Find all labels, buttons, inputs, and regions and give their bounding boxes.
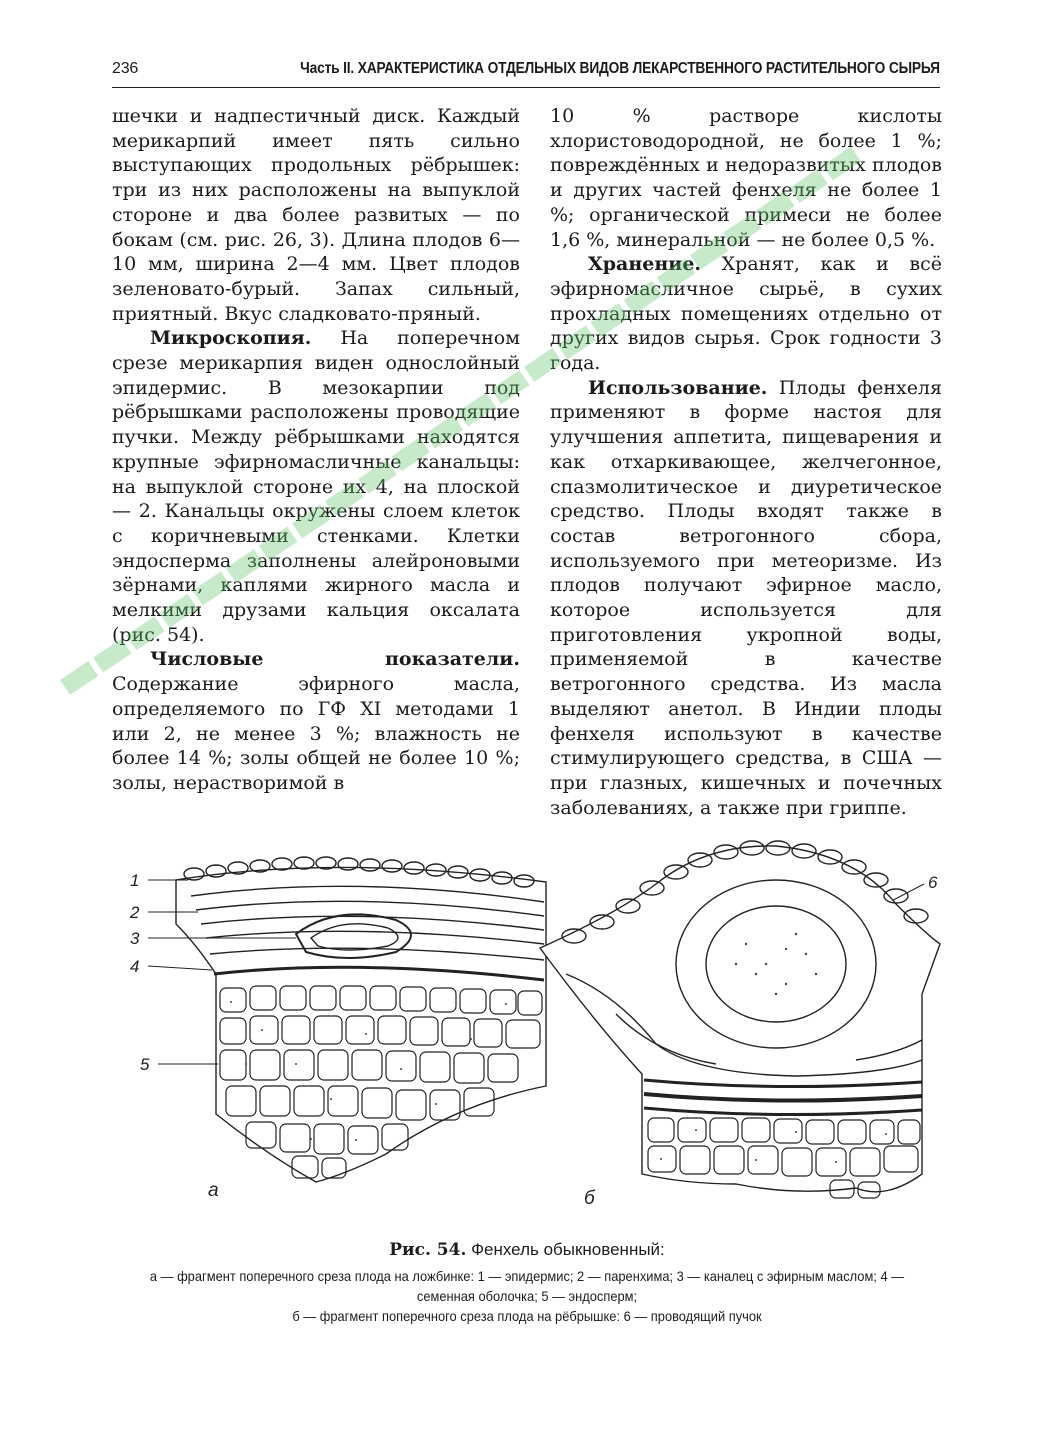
paragraph-microscopy: [112, 326, 520, 647]
header-rule: [112, 87, 940, 88]
fennel-cross-section-illustration: [96, 824, 976, 1232]
label-4: 4: [130, 957, 140, 976]
paragraph-usage: [550, 376, 942, 821]
running-title: Часть II. ХАРАКТЕРИСТИКА ОТДЕЛЬНЫХ ВИДОВ ЛЕКАРСТВЕННОГО РАСТИТЕЛЬНОГО СЫРЬЯ: [300, 60, 940, 77]
left-column: [112, 104, 520, 796]
label-1: 1: [130, 871, 140, 890]
paragraph-storage: [550, 252, 942, 376]
heading-storage: Хранение.: [588, 253, 702, 276]
panel-a-drawing: [176, 857, 546, 1182]
panel-b-drawing: [540, 841, 940, 1198]
panel-b-label: б: [584, 1188, 595, 1209]
paragraph-continued: 10 % растворе кислоты хлористоводородной, не более 1 %; повреждённых и недоразвитых плодов и других частей фенхеля не более 1 %; органической примеси не более 1,6 %, минеральной — не более 0,5 %.: [550, 105, 942, 251]
page-number: 236: [112, 60, 139, 77]
heading-microscopy: Микроскопия.: [150, 327, 312, 350]
panel-a-label: а: [208, 1180, 219, 1201]
text-microscopy: На поперечном срезе мерикарпия виден однослойный эпидермис. В мезокарпии под рёбрышками расположены проводящие пучки. Между рёбрышками находятся крупные эфирномасличные канальцы: на выпуклой стороне их 4, на плоской — 2. Канальцы окружены слоем клеток с коричневыми стенками. Клетки эндосперма заполнены алейроновыми зёрнами, каплями жирного масла и мелкими друзами кальция оксалата (рис. 54).: [112, 327, 520, 646]
heading-numeric: Числовые показатели.: [150, 648, 520, 671]
figure-54: [96, 824, 976, 1232]
right-column: [550, 104, 942, 820]
heading-usage: Использование.: [588, 376, 768, 399]
label-5: 5: [140, 1055, 150, 1074]
paragraph-description: шечки и надпестичный диск. Каждый мерикарпий имеет пять сильно выступающих продольных рёбрышек: три из них расположены на выпуклой стороне и два более развитых — по бокам (см. рис. 26, 3). Длина плодов 6—10 мм, ширина 2—4 мм. Цвет плодов зеленовато-бурый. Запах сильный, приятный. Вкус сладковато-пряный.: [112, 105, 520, 325]
text-usage: Плоды фенхеля применяют в форме настоя для улучшения аппетита, пищеварения и как отхаркивающее, желчегонное, спазмолитическое и диуретическое средство. Плоды входят также в состав ветрогонного сбора, используемого при метеоризме. Из плодов получают эфирное масло, которое используется для приготовления укропной воды, применяемой в качестве ветрогонного средства. Из масла выделяют анетол. В Индии плоды фенхеля используют в качестве стимулирующего средства, в США — при глазных, кишечных и почечных заболеваниях, а также при гриппе.: [550, 376, 942, 819]
figure-caption: [104, 1240, 950, 1326]
caption-title: [104, 1240, 950, 1260]
caption-line-b: б — фрагмент поперечного среза плода на рёбрышке: 6 — проводящий пучок: [292, 1308, 762, 1324]
caption-line-a: а — фрагмент поперечного среза плода на ложбинке: 1 — эпидермис; 2 — паренхима; 3 — каналец с эфирным маслом; 4 — семенная оболочка; 5 — эндосперм;: [149, 1268, 905, 1304]
text-storage: Хранят, как и всё эфирномасличное сырьё, в сухих прохладных помещениях отдельно от других видов сырья. Срок годности 3 года.: [550, 253, 942, 375]
running-head: [112, 56, 940, 88]
text-numeric: Содержание эфирного масла, определяемого по ГФ XI методами 1 или 2, не менее 3 %; влажность не более 14 %; золы общей не более 10 %; золы, нерастворимой в: [112, 673, 520, 794]
label-3: 3: [130, 929, 140, 948]
paragraph-numeric: [112, 647, 520, 795]
caption-figure-number: Рис. 54.: [389, 1240, 467, 1260]
label-2: 2: [130, 903, 140, 922]
caption-figure-title: Фенхель обыкновенный:: [466, 1240, 665, 1259]
label-6: 6: [928, 873, 938, 892]
